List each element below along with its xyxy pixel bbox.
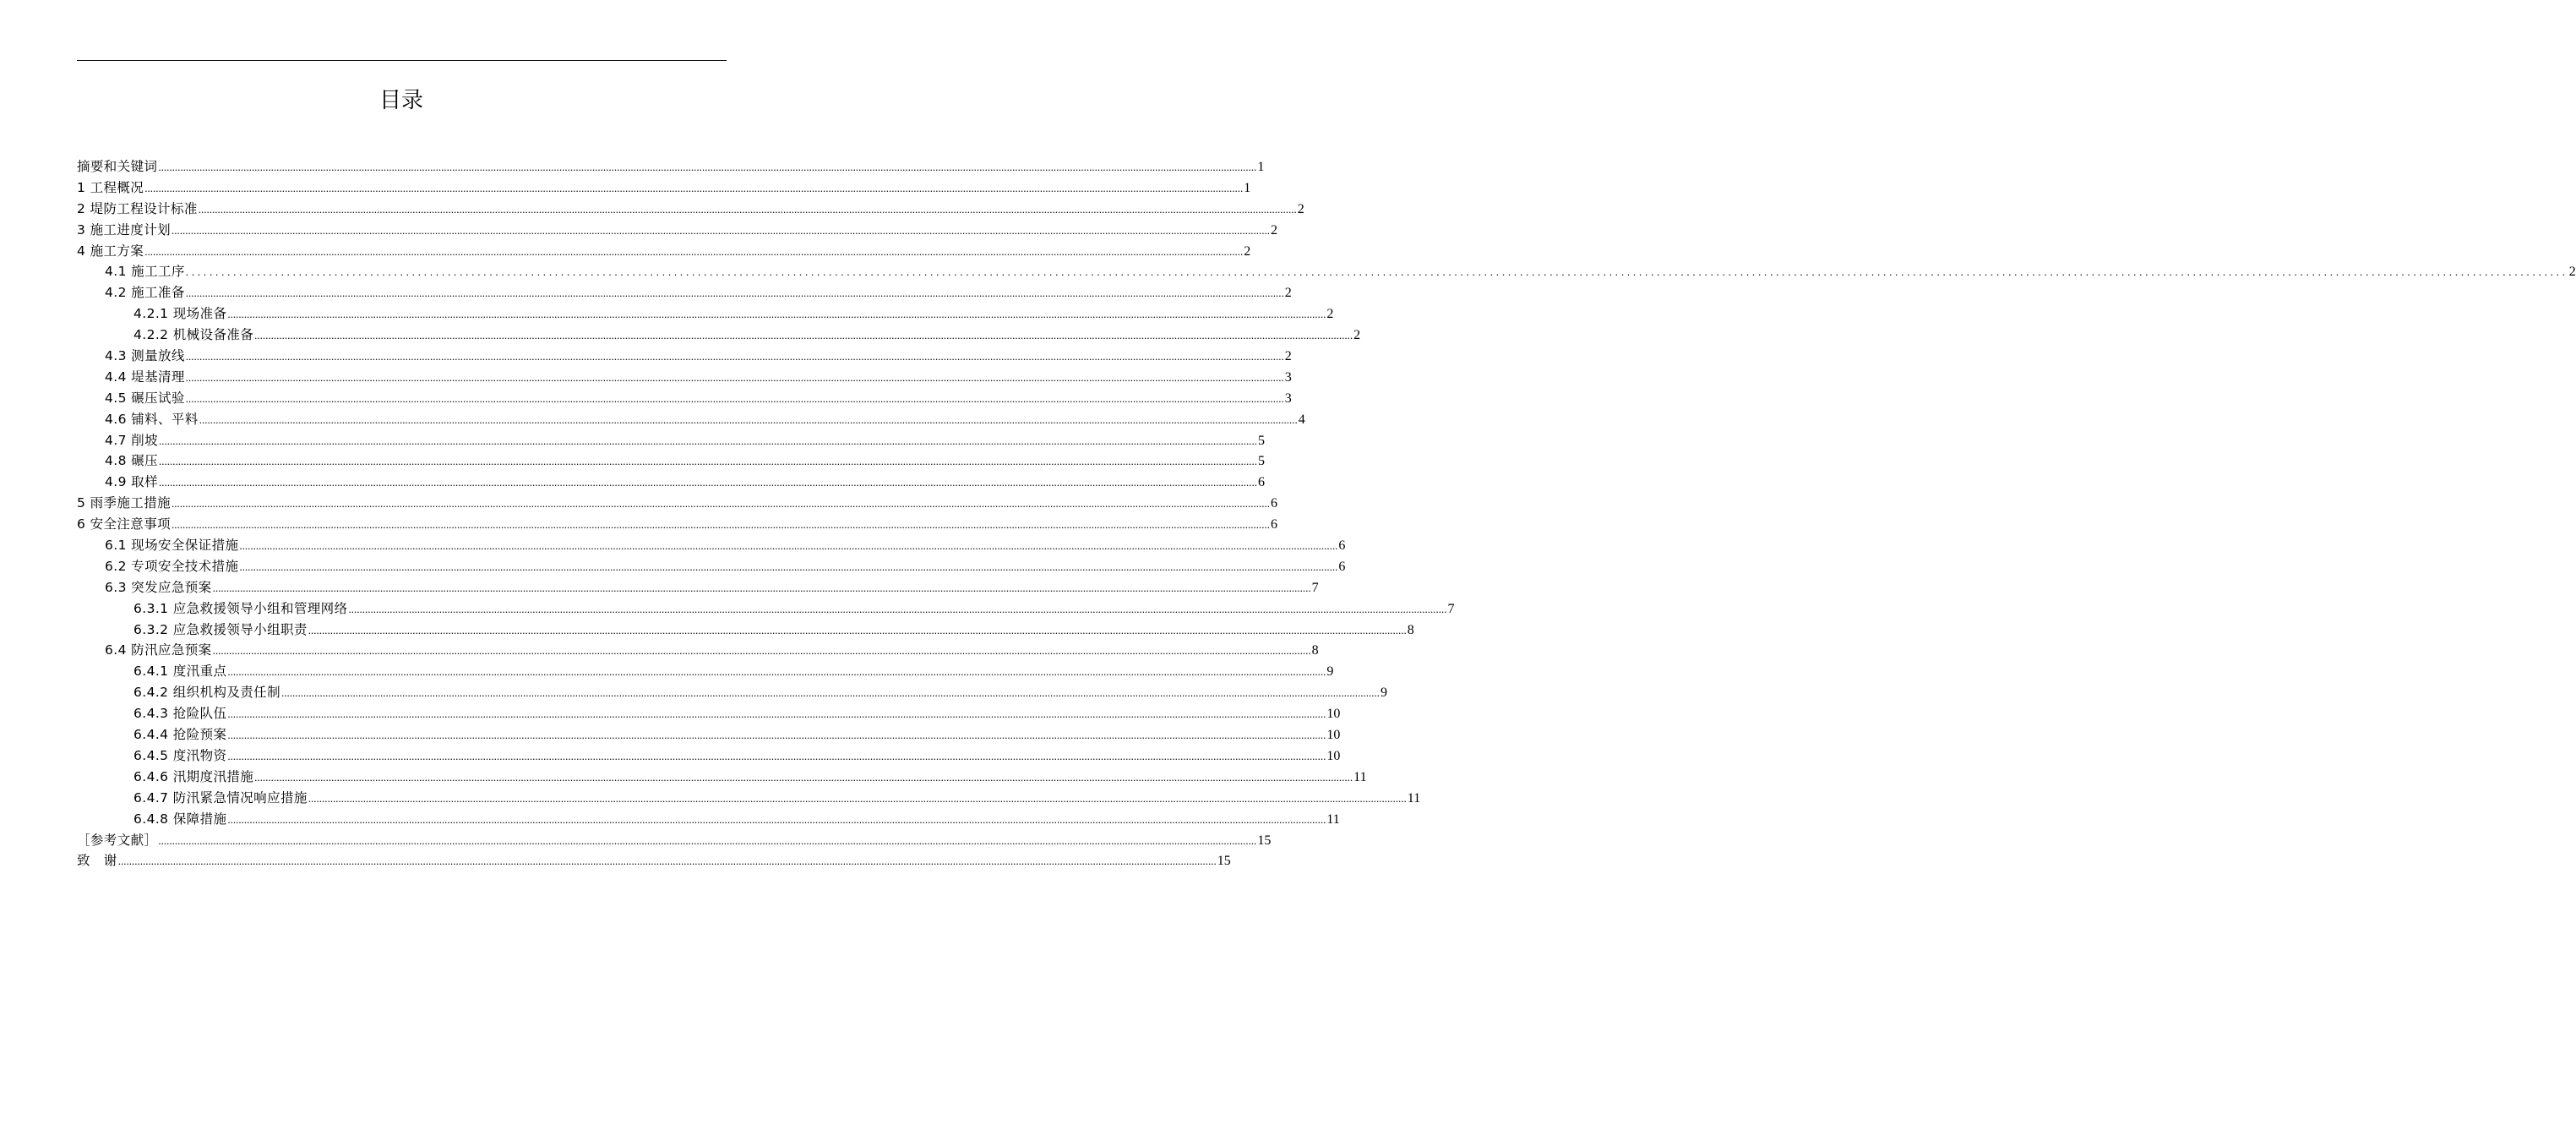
toc-entry-label[interactable]: 6.4.8 保障措施	[133, 811, 227, 827]
toc-entry-page-number[interactable]: 15	[1217, 854, 1231, 869]
toc-entry-page-number[interactable]: 7	[1311, 580, 1319, 595]
toc-entry[interactable]	[77, 809, 1340, 830]
toc-entry-page-number[interactable]: 9	[1380, 685, 1387, 701]
toc-entry[interactable]	[77, 409, 1305, 430]
toc-entry-page-number[interactable]: 10	[1326, 707, 1341, 722]
toc-entry-label[interactable]: 6.3 突发应急预案	[105, 579, 212, 595]
toc-entry-label[interactable]: 6.4 防汛应急预案	[105, 642, 212, 658]
toc-entry-page-number[interactable]: 11	[1353, 769, 1367, 784]
toc-entry[interactable]	[77, 472, 1265, 493]
toc-entry[interactable]	[77, 640, 1319, 661]
dot-leader: ................................................................................................................................................................................................................................................................................................................................................................................................................	[158, 455, 1257, 468]
toc-entry[interactable]	[77, 367, 1292, 388]
dot-leader: ................................................................................................................................................................................................................................................................................................................................................................................................................	[158, 434, 1257, 447]
toc-entry-label[interactable]: 4.7 削坡	[105, 432, 158, 448]
dot-leader: ................................................................................................................................................................................................................................................................................................................................................................................................................	[185, 350, 1284, 363]
toc-entry[interactable]	[77, 850, 1231, 871]
toc-entry-page-number[interactable]: 4	[1298, 412, 1305, 427]
toc-entry[interactable]	[77, 661, 1334, 682]
toc-entry-label[interactable]: 6.3.1 应急救援领导小组和管理网络	[133, 600, 348, 616]
toc-entry[interactable]	[77, 514, 1277, 535]
toc-entry-page-number[interactable]: 2	[2568, 265, 2576, 280]
toc-entry[interactable]	[77, 241, 1251, 262]
toc-entry-label[interactable]: 6.4.6 汛期度汛措施	[133, 768, 254, 784]
toc-entry[interactable]	[77, 199, 1304, 220]
toc-entry-label[interactable]: 摘要和关键词	[77, 159, 158, 174]
toc-entry-label[interactable]: 4.9 取样	[105, 474, 158, 490]
toc-entry-label[interactable]: 6.3.2 应急救援领导小组职责	[133, 621, 308, 637]
toc-entry[interactable]	[77, 703, 1341, 724]
toc-entry[interactable]	[77, 556, 1346, 577]
toc-entry[interactable]	[77, 830, 1272, 851]
toc-entry-label[interactable]: 6.4.7 防汛紧急情况响应措施	[133, 789, 308, 806]
toc-entry[interactable]	[77, 724, 1341, 746]
toc-title: 目录	[379, 88, 423, 113]
toc-entry-page-number[interactable]: 11	[1407, 790, 1421, 806]
toc-entry-page-number[interactable]: 10	[1326, 728, 1341, 743]
toc-entry-label[interactable]: 3 施工进度计划	[77, 221, 171, 238]
dot-leader: ................................................................................................................................................................................................................................................................................................................................................................................................................	[227, 665, 1326, 679]
toc-entry-label[interactable]: 6.4.2 组织机构及责任制	[133, 685, 280, 701]
dot-leader: ................................................................................................................................................................................................................................................................................................................................................................................................................	[227, 812, 1326, 826]
dot-leader: ................................................................................................................................................................................................................................................................................................................................................................................................................	[254, 329, 1353, 342]
toc-entry[interactable]	[77, 577, 1319, 598]
toc-entry[interactable]	[77, 430, 1265, 451]
toc-entry[interactable]	[77, 178, 1251, 199]
toc-entry-label[interactable]: 4 施工方案	[77, 243, 144, 259]
dot-leader: ................................................................................................................................................................................................................................................................................................................................................................................................................	[185, 265, 2568, 279]
dot-leader: ................................................................................................................................................................................................................................................................................................................................................................................................................	[280, 686, 1380, 700]
toc-entry-label[interactable]: 6.4.1 度汛重点	[133, 664, 227, 680]
dot-leader: ................................................................................................................................................................................................................................................................................................................................................................................................................	[239, 560, 1338, 573]
dot-leader: ................................................................................................................................................................................................................................................................................................................................................................................................................	[185, 391, 1284, 405]
toc-entry-label[interactable]: 1 工程概况	[77, 179, 144, 195]
toc-entry-page-number[interactable]: 5	[1257, 433, 1265, 448]
toc-entry[interactable]	[77, 346, 1292, 367]
toc-entry[interactable]	[77, 325, 1361, 346]
dot-leader: ................................................................................................................................................................................................................................................................................................................................................................................................................	[348, 602, 1447, 615]
dot-leader: ................................................................................................................................................................................................................................................................................................................................................................................................................	[239, 539, 1338, 553]
toc-entry-page-number[interactable]: 8	[1311, 643, 1319, 658]
dot-leader: ................................................................................................................................................................................................................................................................................................................................................................................................................	[117, 855, 1217, 868]
dot-leader: ................................................................................................................................................................................................................................................................................................................................................................................................................	[227, 749, 1326, 762]
toc-entry-label[interactable]: 致 谢	[77, 853, 117, 869]
dot-leader: ................................................................................................................................................................................................................................................................................................................................................................................................................	[172, 518, 1270, 532]
dot-leader: ................................................................................................................................................................................................................................................................................................................................................................................................................	[227, 308, 1326, 321]
dot-leader: ................................................................................................................................................................................................................................................................................................................................................................................................................	[144, 244, 1244, 258]
toc-entry-page-number[interactable]: 11	[1326, 811, 1340, 827]
dot-leader: ................................................................................................................................................................................................................................................................................................................................................................................................................	[212, 644, 1311, 658]
toc-entry-label[interactable]: 6.4.4 抢险预案	[133, 727, 227, 743]
dot-leader: ................................................................................................................................................................................................................................................................................................................................................................................................................	[158, 161, 1257, 173]
toc-entry-page-number[interactable]: 6	[1271, 517, 1277, 532]
toc-entry-page-number[interactable]: 10	[1326, 748, 1341, 763]
dot-leader: ................................................................................................................................................................................................................................................................................................................................................................................................................	[308, 623, 1407, 636]
toc-entry[interactable]	[77, 220, 1277, 241]
toc-entry-label[interactable]: 4.2.1 现场准备	[133, 306, 227, 322]
header-rule	[77, 60, 727, 61]
toc-entry[interactable]	[77, 156, 1265, 178]
dot-leader: ................................................................................................................................................................................................................................................................................................................................................................................................................	[308, 791, 1407, 805]
dot-leader: ................................................................................................................................................................................................................................................................................................................................................................................................................	[254, 770, 1353, 784]
dot-leader: ................................................................................................................................................................................................................................................................................................................................................................................................................	[185, 370, 1284, 384]
toc-entry[interactable]	[77, 598, 1455, 620]
toc-entry-label[interactable]: 4.2 施工准备	[105, 285, 185, 301]
toc-entry-page-number[interactable]: 3	[1284, 390, 1292, 406]
toc-entry-page-number[interactable]: 15	[1257, 833, 1272, 848]
toc-entry-label[interactable]: 6.1 现场安全保证措施	[105, 538, 239, 554]
dot-leader: ................................................................................................................................................................................................................................................................................................................................................................................................................	[227, 707, 1326, 721]
dot-leader: ................................................................................................................................................................................................................................................................................................................................................................................................................	[158, 833, 1257, 847]
toc-entry-page-number[interactable]: 2	[1353, 328, 1361, 343]
toc-entry-label[interactable]: 6 安全注意事项	[77, 516, 171, 532]
toc-entry[interactable]	[77, 493, 1277, 514]
toc-entry[interactable]	[77, 788, 1421, 809]
table-of-contents	[77, 156, 2576, 871]
toc-entry[interactable]	[77, 620, 1414, 641]
dot-leader: ................................................................................................................................................................................................................................................................................................................................................................................................................	[212, 581, 1311, 594]
toc-entry-label[interactable]: 5 雨季施工措施	[77, 495, 171, 511]
toc-entry-page-number[interactable]: 8	[1407, 622, 1414, 637]
toc-entry-page-number[interactable]: 2	[1284, 286, 1292, 301]
toc-entry[interactable]	[77, 682, 1387, 703]
toc-entry-page-number[interactable]: 2	[1271, 222, 1277, 238]
toc-entry-page-number[interactable]: 3	[1284, 369, 1292, 385]
toc-entry-label[interactable]: 6.2 专项安全技术措施	[105, 558, 239, 574]
dot-leader: ................................................................................................................................................................................................................................................................................................................................................................................................................	[144, 181, 1244, 194]
toc-entry-label[interactable]: 4.5 碾压试验	[105, 390, 185, 406]
toc-entry-page-number[interactable]: 2	[1284, 349, 1292, 364]
toc-entry-label[interactable]: ［参考文献］	[77, 832, 158, 848]
toc-entry-page-number[interactable]: 1	[1244, 180, 1251, 195]
toc-entry-label[interactable]: 4.3 测量放线	[105, 348, 185, 364]
toc-entry-page-number[interactable]: 5	[1257, 454, 1265, 469]
toc-entry-label[interactable]: 6.4.3 抢险队伍	[133, 706, 227, 722]
toc-entry[interactable]	[77, 746, 1341, 767]
dot-leader: ................................................................................................................................................................................................................................................................................................................................................................................................................	[172, 497, 1270, 511]
toc-entry[interactable]	[77, 388, 1292, 409]
toc-entry[interactable]	[77, 535, 1346, 556]
toc-entry-label[interactable]: 2 堤防工程设计标准	[77, 200, 198, 216]
toc-entry-page-number[interactable]: 6	[1271, 496, 1277, 511]
toc-entry-page-number[interactable]: 2	[1297, 201, 1304, 216]
toc-entry-label[interactable]: 6.4.5 度汛物资	[133, 747, 227, 763]
toc-entry-label[interactable]: 4.4 堤基清理	[105, 369, 185, 385]
toc-entry-page-number[interactable]: 9	[1326, 664, 1334, 680]
toc-entry-label[interactable]: 4.1 施工工序	[105, 264, 185, 280]
toc-entry-page-number[interactable]: 2	[1244, 243, 1251, 259]
dot-leader: ................................................................................................................................................................................................................................................................................................................................................................................................................	[172, 223, 1270, 237]
toc-entry-label[interactable]: 4.8 碾压	[105, 453, 158, 469]
toc-entry-page-number[interactable]: 7	[1447, 601, 1455, 616]
toc-entry[interactable]	[77, 451, 1265, 472]
toc-entry[interactable]	[77, 303, 1334, 325]
toc-entry[interactable]	[77, 282, 1292, 303]
toc-entry[interactable]	[77, 261, 2576, 282]
toc-entry-page-number[interactable]: 2	[1326, 307, 1334, 322]
dot-leader: ................................................................................................................................................................................................................................................................................................................................................................................................................	[199, 412, 1298, 426]
toc-entry-page-number[interactable]: 1	[1257, 160, 1265, 174]
toc-entry-page-number[interactable]: 6	[1338, 538, 1346, 554]
dot-leader: ................................................................................................................................................................................................................................................................................................................................................................................................................	[227, 729, 1326, 742]
toc-entry-label[interactable]: 4.2.2 机械设备准备	[133, 327, 254, 343]
dot-leader: ................................................................................................................................................................................................................................................................................................................................................................................................................	[158, 476, 1257, 489]
dot-leader: ................................................................................................................................................................................................................................................................................................................................................................................................................	[185, 287, 1284, 300]
toc-entry-label[interactable]: 4.6 铺料、平料	[105, 411, 199, 427]
toc-entry[interactable]	[77, 767, 1367, 788]
toc-entry-page-number[interactable]: 6	[1338, 559, 1346, 574]
toc-entry-page-number[interactable]: 6	[1257, 475, 1265, 490]
dot-leader: ................................................................................................................................................................................................................................................................................................................................................................................................................	[198, 202, 1297, 216]
